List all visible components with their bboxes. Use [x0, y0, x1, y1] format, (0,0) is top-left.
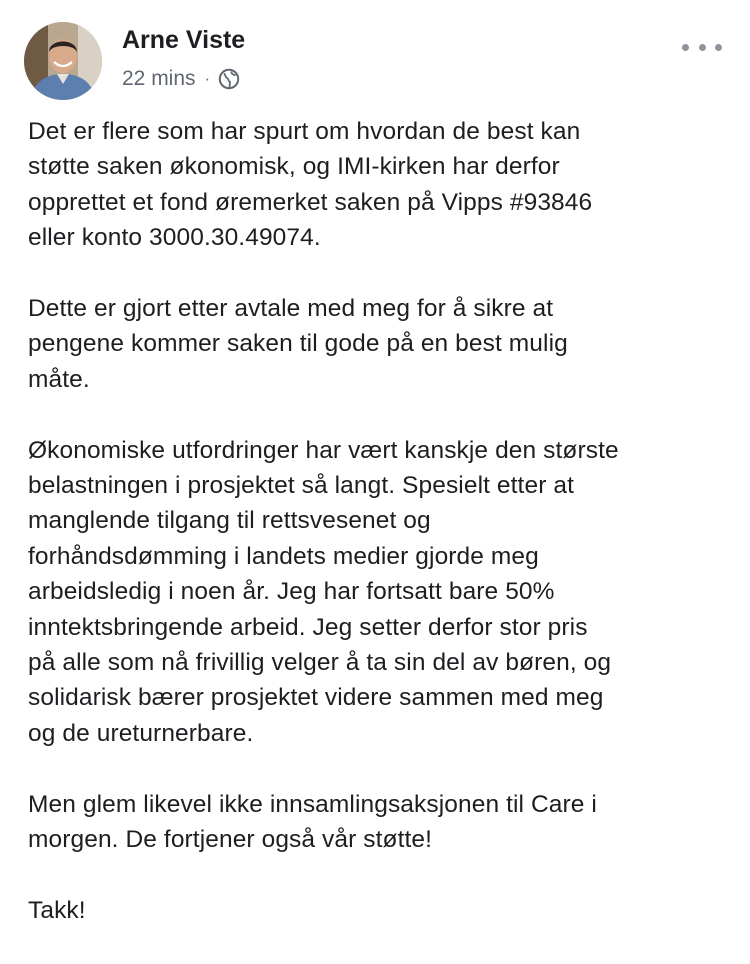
meta-separator: · — [204, 69, 211, 88]
post-paragraph: Det er flere som har spurt om hvordan de best kan støtte saken økonomisk, og IMI-kirken har derfor opprettet et fond øremerket saken på Vipps #93846 eller konto 3000.30.49074. — [28, 118, 593, 252]
avatar[interactable] — [24, 22, 102, 100]
post-paragraph: Dette er gjort etter avtale med meg for å sikre at pengene kommer saken til gode på en best mulig måte. — [28, 295, 568, 393]
globe-icon[interactable] — [218, 68, 240, 90]
post-paragraph: Økonomiske utfordringer har vært kanskje den største belastningen i prosjektet så langt. Spesielt etter at manglende tilgang til rettsvesenet og forhåndsdømming i landets medier gjorde meg arbeidsledig i noen år. Jeg har fortsatt bare 50% inntektsbringende arbeid. Jeg setter derfor stor pris på alle som nå frivillig velger å ta sin del av børen, og solidarisk bærer prosjektet videre sammen med meg og de ureturnerbare. — [28, 436, 619, 747]
post-paragraph: Men glem likevel ikke innsamlingsaksjonen til Care i morgen. De fortjener også vår støtte! — [28, 790, 597, 854]
avatar-photo — [24, 22, 102, 100]
author-name[interactable]: Arne Viste — [122, 26, 246, 54]
more-options-button[interactable] — [682, 32, 722, 62]
more-horizontal-icon — [682, 44, 689, 51]
post-body — [28, 114, 728, 964]
post-header — [24, 22, 730, 102]
post-meta — [122, 64, 240, 94]
post-paragraph: Takk! — [28, 896, 86, 924]
post-timestamp[interactable]: 22 mins — [122, 67, 196, 90]
